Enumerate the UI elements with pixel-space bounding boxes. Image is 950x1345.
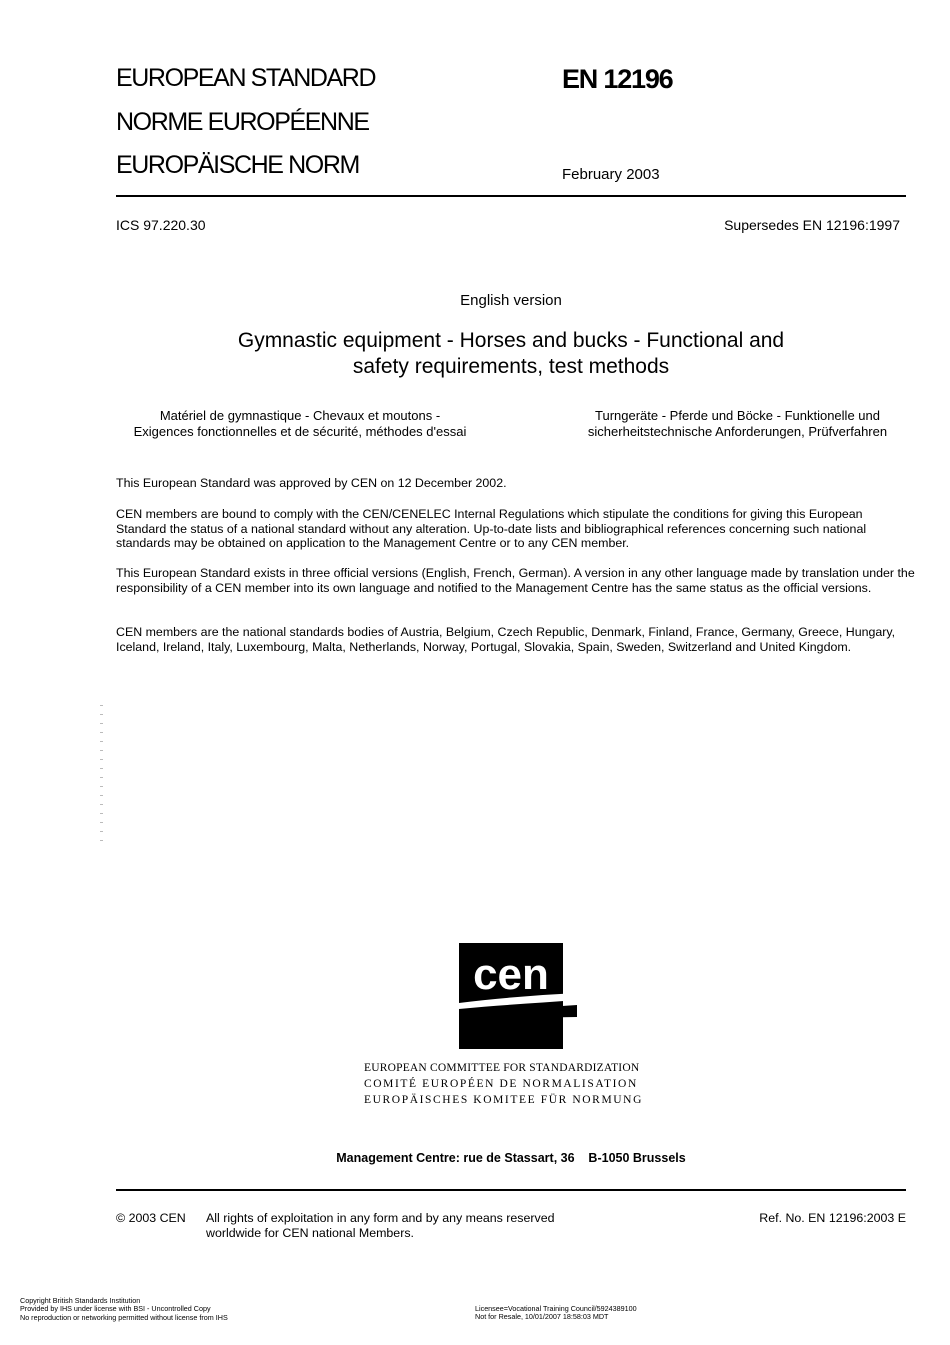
rights-line-2: worldwide for CEN national Members. xyxy=(206,1226,414,1240)
standard-title-de: EUROPÄISCHE NORM xyxy=(116,151,359,179)
compliance-paragraph: CEN members are bound to comply with the CEN/CENELEC Internal Regulations which stipulate the conditions for giving this European Standard the status of a national standard without any alteration. Up-to-date lists and bibliographical references concerning such national standards may be obtained on application to the Management Centre or to any CEN member. xyxy=(116,507,867,551)
standard-title-fr: NORME EUROPÉENNE xyxy=(116,108,369,136)
document-title xyxy=(0,328,950,380)
ics-code: ICS 97.220.30 xyxy=(116,217,206,233)
license-left-line-2: Provided by IHS under license with BSI - Uncontrolled Copy xyxy=(20,1304,211,1314)
margin-dotted-line xyxy=(100,705,103,845)
publication-date: February 2003 xyxy=(562,166,660,183)
management-centre-address: Management Centre: rue de Stassart, 36 B-1050 Brussels xyxy=(336,1151,686,1165)
standard-title-en: EUROPEAN STANDARD xyxy=(116,64,376,92)
members-paragraph: CEN members are the national standards bodies of Austria, Belgium, Czech Republic, Denmark, Finland, France, Germany, Greece, Hungary, Iceland, Ireland, Italy, Luxembourg, Malta, Netherlands, Norway, Portugal, Slovakia, Spain, Sweden, Switzerland and United Kingdom. xyxy=(116,625,896,654)
header-divider xyxy=(116,195,906,197)
copyright-notice: © 2003 CEN xyxy=(116,1211,186,1225)
standard-number: EN 12196 xyxy=(562,64,673,94)
document-title-line-1: Gymnastic equipment - Horses and bucks - Functional and xyxy=(237,329,785,352)
versions-paragraph: This European Standard exists in three official versions (English, French, German). A version in any other language made by translation under the responsibility of a CEN member into its own language and notified to the Management Centre has the same status as the official versions. xyxy=(116,566,915,595)
cen-logo-text: cen xyxy=(473,950,549,999)
french-title-line-2: Exigences fonctionnelles et de sécurité, méthodes d'essai xyxy=(133,424,467,439)
approval-paragraph: This European Standard was approved by CEN on 12 December 2002. xyxy=(116,476,507,490)
footer-divider xyxy=(116,1189,906,1191)
german-title xyxy=(560,408,915,440)
document-title-line-2: safety requirements, test methods xyxy=(352,355,670,378)
french-title xyxy=(100,408,500,440)
license-right-line-1: Licensee=Vocational Training Council/5924389100 xyxy=(475,1304,637,1313)
committee-name-de: EUROPÄISCHES KOMITEE FÜR NORMUNG xyxy=(364,1094,643,1106)
reference-number: Ref. No. EN 12196:2003 E xyxy=(759,1211,906,1225)
supersedes-note: Supersedes EN 12196:1997 xyxy=(724,217,900,233)
license-right-line-2: Not for Resale, 10/01/2007 18:58:03 MDT xyxy=(475,1312,609,1322)
german-title-line-1: Turngeräte - Pferde und Böcke - Funktionelle und xyxy=(595,408,880,423)
committee-name-fr: COMITÉ EUROPÉEN DE NORMALISATION xyxy=(364,1078,638,1090)
french-title-line-1: Matériel de gymnastique - Chevaux et moutons - xyxy=(159,408,441,423)
rights-line-1: All rights of exploitation in any form and by any means reserved xyxy=(206,1211,555,1225)
license-left-line-3: No reproduction or networking permitted without license from IHS xyxy=(20,1312,228,1322)
license-left xyxy=(20,1297,228,1322)
committee-name-en: EUROPEAN COMMITTEE FOR STANDARDIZATION xyxy=(364,1062,640,1074)
license-left-line-1: Copyright British Standards Institution xyxy=(20,1296,141,1305)
license-right xyxy=(475,1305,637,1322)
rights-notice xyxy=(206,1211,626,1241)
language-version: English version xyxy=(460,292,562,309)
cen-logo xyxy=(459,943,577,1049)
german-title-line-2: sicherheitstechnische Anforderungen, Prüfverfahren xyxy=(587,424,888,439)
